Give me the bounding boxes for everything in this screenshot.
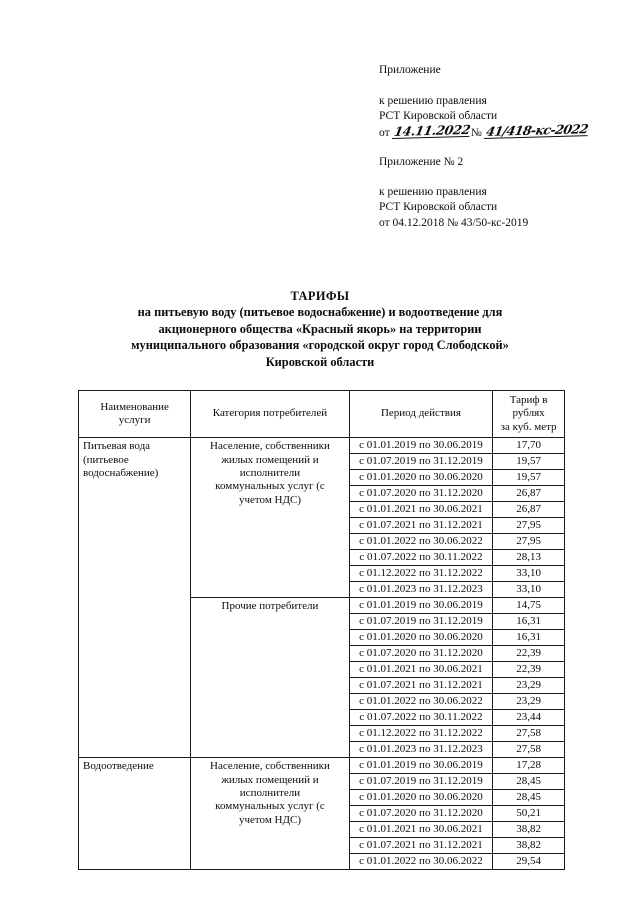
cell-tariff: 26,87	[493, 502, 565, 518]
cell-period: с 01.07.2019 по 31.12.2019	[349, 614, 493, 630]
cell-tariff: 26,87	[493, 486, 565, 502]
cell-category-line: Население, собственники	[210, 440, 330, 453]
cell-tariff: 28,45	[493, 790, 565, 806]
cell-period: с 01.07.2021 по 31.12.2021	[349, 678, 493, 694]
document-header	[379, 63, 629, 231]
cell-category-line: коммунальных услуг (с	[215, 480, 325, 493]
cell-period: с 01.01.2019 по 30.06.2019	[349, 438, 493, 454]
cell-tariff: 29,54	[493, 854, 565, 870]
cell-tariff: 22,39	[493, 646, 565, 662]
cell-period: с 01.01.2020 по 30.06.2020	[349, 790, 493, 806]
spacer	[379, 79, 629, 94]
handwritten-reference	[379, 120, 629, 142]
cell-category	[191, 758, 349, 870]
cell-service-line: Питьевая вода	[83, 440, 151, 453]
handwritten-prefix: от	[379, 126, 390, 139]
cell-category-line: Население, собственники	[210, 760, 330, 773]
spacer	[379, 171, 629, 185]
cell-tariff: 17,28	[493, 758, 565, 774]
handwritten-number: 41/418-кс-2022	[484, 120, 590, 139]
handwritten-no-symbol: №	[470, 126, 482, 139]
cell-period: с 01.12.2022 по 31.12.2022	[349, 726, 493, 742]
table-body	[79, 438, 565, 870]
cell-category-line: жилых помещений и	[221, 773, 319, 786]
handwritten-date: 14.11.2022	[392, 121, 472, 139]
cell-period: с 01.01.2019 по 30.06.2019	[349, 758, 493, 774]
cell-service-line: водоснабжение)	[83, 467, 159, 480]
cell-period: с 01.07.2021 по 31.12.2021	[349, 518, 493, 534]
cell-category-line: учетом НДС)	[238, 813, 301, 826]
decision-line-4: РСТ Кировской области	[379, 201, 498, 213]
cell-tariff: 28,13	[493, 550, 565, 566]
cell-period: с 01.01.2023 по 31.12.2023	[349, 742, 493, 758]
cell-category-line: Прочие потребители	[221, 600, 319, 613]
cell-tariff: 50,21	[493, 806, 565, 822]
title-line-3: акционерного общества «Красный якорь» на территории	[158, 321, 482, 336]
cell-period: с 01.01.2020 по 30.06.2020	[349, 630, 493, 646]
cell-period: с 01.07.2020 по 31.12.2020	[349, 646, 493, 662]
cell-period: с 01.01.2020 по 30.06.2020	[349, 470, 493, 486]
cell-tariff: 14,75	[493, 598, 565, 614]
cell-category-line: жилых помещений и	[221, 453, 319, 466]
table-row	[79, 758, 565, 774]
cell-tariff: 33,10	[493, 582, 565, 598]
cell-tariff: 23,44	[493, 710, 565, 726]
column-header-period: Период действия	[349, 391, 493, 438]
cell-period: с 01.07.2019 по 31.12.2019	[349, 774, 493, 790]
appendix-label-1: Приложение	[379, 64, 441, 76]
column-header-service	[79, 391, 191, 438]
decision-line-2: РСТ Кировской области	[379, 110, 498, 122]
decision-line-3: к решению правления	[379, 185, 487, 198]
cell-tariff: 27,95	[493, 534, 565, 550]
cell-category-line: коммунальных услуг (с	[215, 800, 325, 813]
cell-period: с 01.07.2022 по 30.11.2022	[349, 550, 493, 566]
cell-period: с 01.12.2022 по 31.12.2022	[349, 566, 493, 582]
title-line-4: муниципального образования «городской округ город Слободской»	[131, 338, 509, 353]
cell-period: с 01.07.2020 по 31.12.2020	[349, 486, 493, 502]
decision-line-1: к решению правления	[379, 94, 487, 107]
cell-tariff: 22,39	[493, 662, 565, 678]
cell-tariff: 23,29	[493, 694, 565, 710]
tariff-table	[78, 390, 565, 870]
cell-period: с 01.01.2019 по 30.06.2019	[349, 598, 493, 614]
title-line-5: Кировской области	[265, 354, 375, 369]
cell-category-line: исполнители	[239, 467, 301, 480]
table-header-row	[79, 391, 565, 438]
column-header-tariff-line1: Тариф в рублях	[509, 394, 548, 420]
cell-service-line: Водоотведение	[83, 760, 154, 773]
cell-period: с 01.01.2022 по 30.06.2022	[349, 534, 493, 550]
cell-tariff: 38,82	[493, 822, 565, 838]
table-header	[79, 391, 565, 438]
column-header-tariff-line2: за куб. метр	[500, 420, 557, 433]
decision-line-5: от 04.12.2018 № 43/50-кс-2019	[379, 216, 529, 229]
cell-period: с 01.01.2021 по 30.06.2021	[349, 502, 493, 518]
cell-period: с 01.07.2019 по 31.12.2019	[349, 454, 493, 470]
cell-period: с 01.01.2023 по 31.12.2023	[349, 582, 493, 598]
table-row	[79, 438, 565, 454]
cell-period: с 01.01.2021 по 30.06.2021	[349, 822, 493, 838]
cell-tariff: 19,57	[493, 454, 565, 470]
column-header-service-line2: услуги	[118, 414, 151, 427]
cell-tariff: 33,10	[493, 566, 565, 582]
cell-tariff: 17,70	[493, 438, 565, 454]
cell-period: с 01.07.2022 по 30.11.2022	[349, 710, 493, 726]
cell-period: с 01.07.2021 по 31.12.2021	[349, 838, 493, 854]
cell-service	[79, 438, 191, 758]
cell-period: с 01.01.2021 по 30.06.2021	[349, 662, 493, 678]
column-header-service-line1: Наименование	[100, 400, 169, 413]
column-header-tariff	[493, 391, 565, 438]
cell-category-line: исполнители	[239, 787, 301, 800]
cell-tariff: 16,31	[493, 614, 565, 630]
spacer	[379, 141, 629, 155]
document-title	[70, 288, 570, 370]
cell-tariff: 23,29	[493, 678, 565, 694]
cell-category-line: учетом НДС)	[238, 493, 301, 506]
cell-period: с 01.01.2022 по 30.06.2022	[349, 694, 493, 710]
cell-period: с 01.01.2022 по 30.06.2022	[349, 854, 493, 870]
cell-category	[191, 438, 349, 598]
title-line-2: на питьевую воду (питьевое водоснабжение) и водоотведение для	[137, 305, 503, 320]
column-header-category: Категория потребителей	[191, 391, 349, 438]
appendix-label-2: Приложение № 2	[379, 156, 464, 168]
cell-tariff: 27,58	[493, 726, 565, 742]
cell-tariff: 27,95	[493, 518, 565, 534]
cell-tariff: 19,57	[493, 470, 565, 486]
cell-tariff: 38,82	[493, 838, 565, 854]
page-title: ТАРИФЫ	[290, 289, 350, 303]
cell-period: с 01.07.2020 по 31.12.2020	[349, 806, 493, 822]
cell-tariff: 16,31	[493, 630, 565, 646]
cell-service-line: (питьевое	[83, 453, 129, 466]
cell-tariff: 27,58	[493, 742, 565, 758]
cell-service	[79, 758, 191, 870]
cell-category	[191, 598, 349, 758]
cell-tariff: 28,45	[493, 774, 565, 790]
